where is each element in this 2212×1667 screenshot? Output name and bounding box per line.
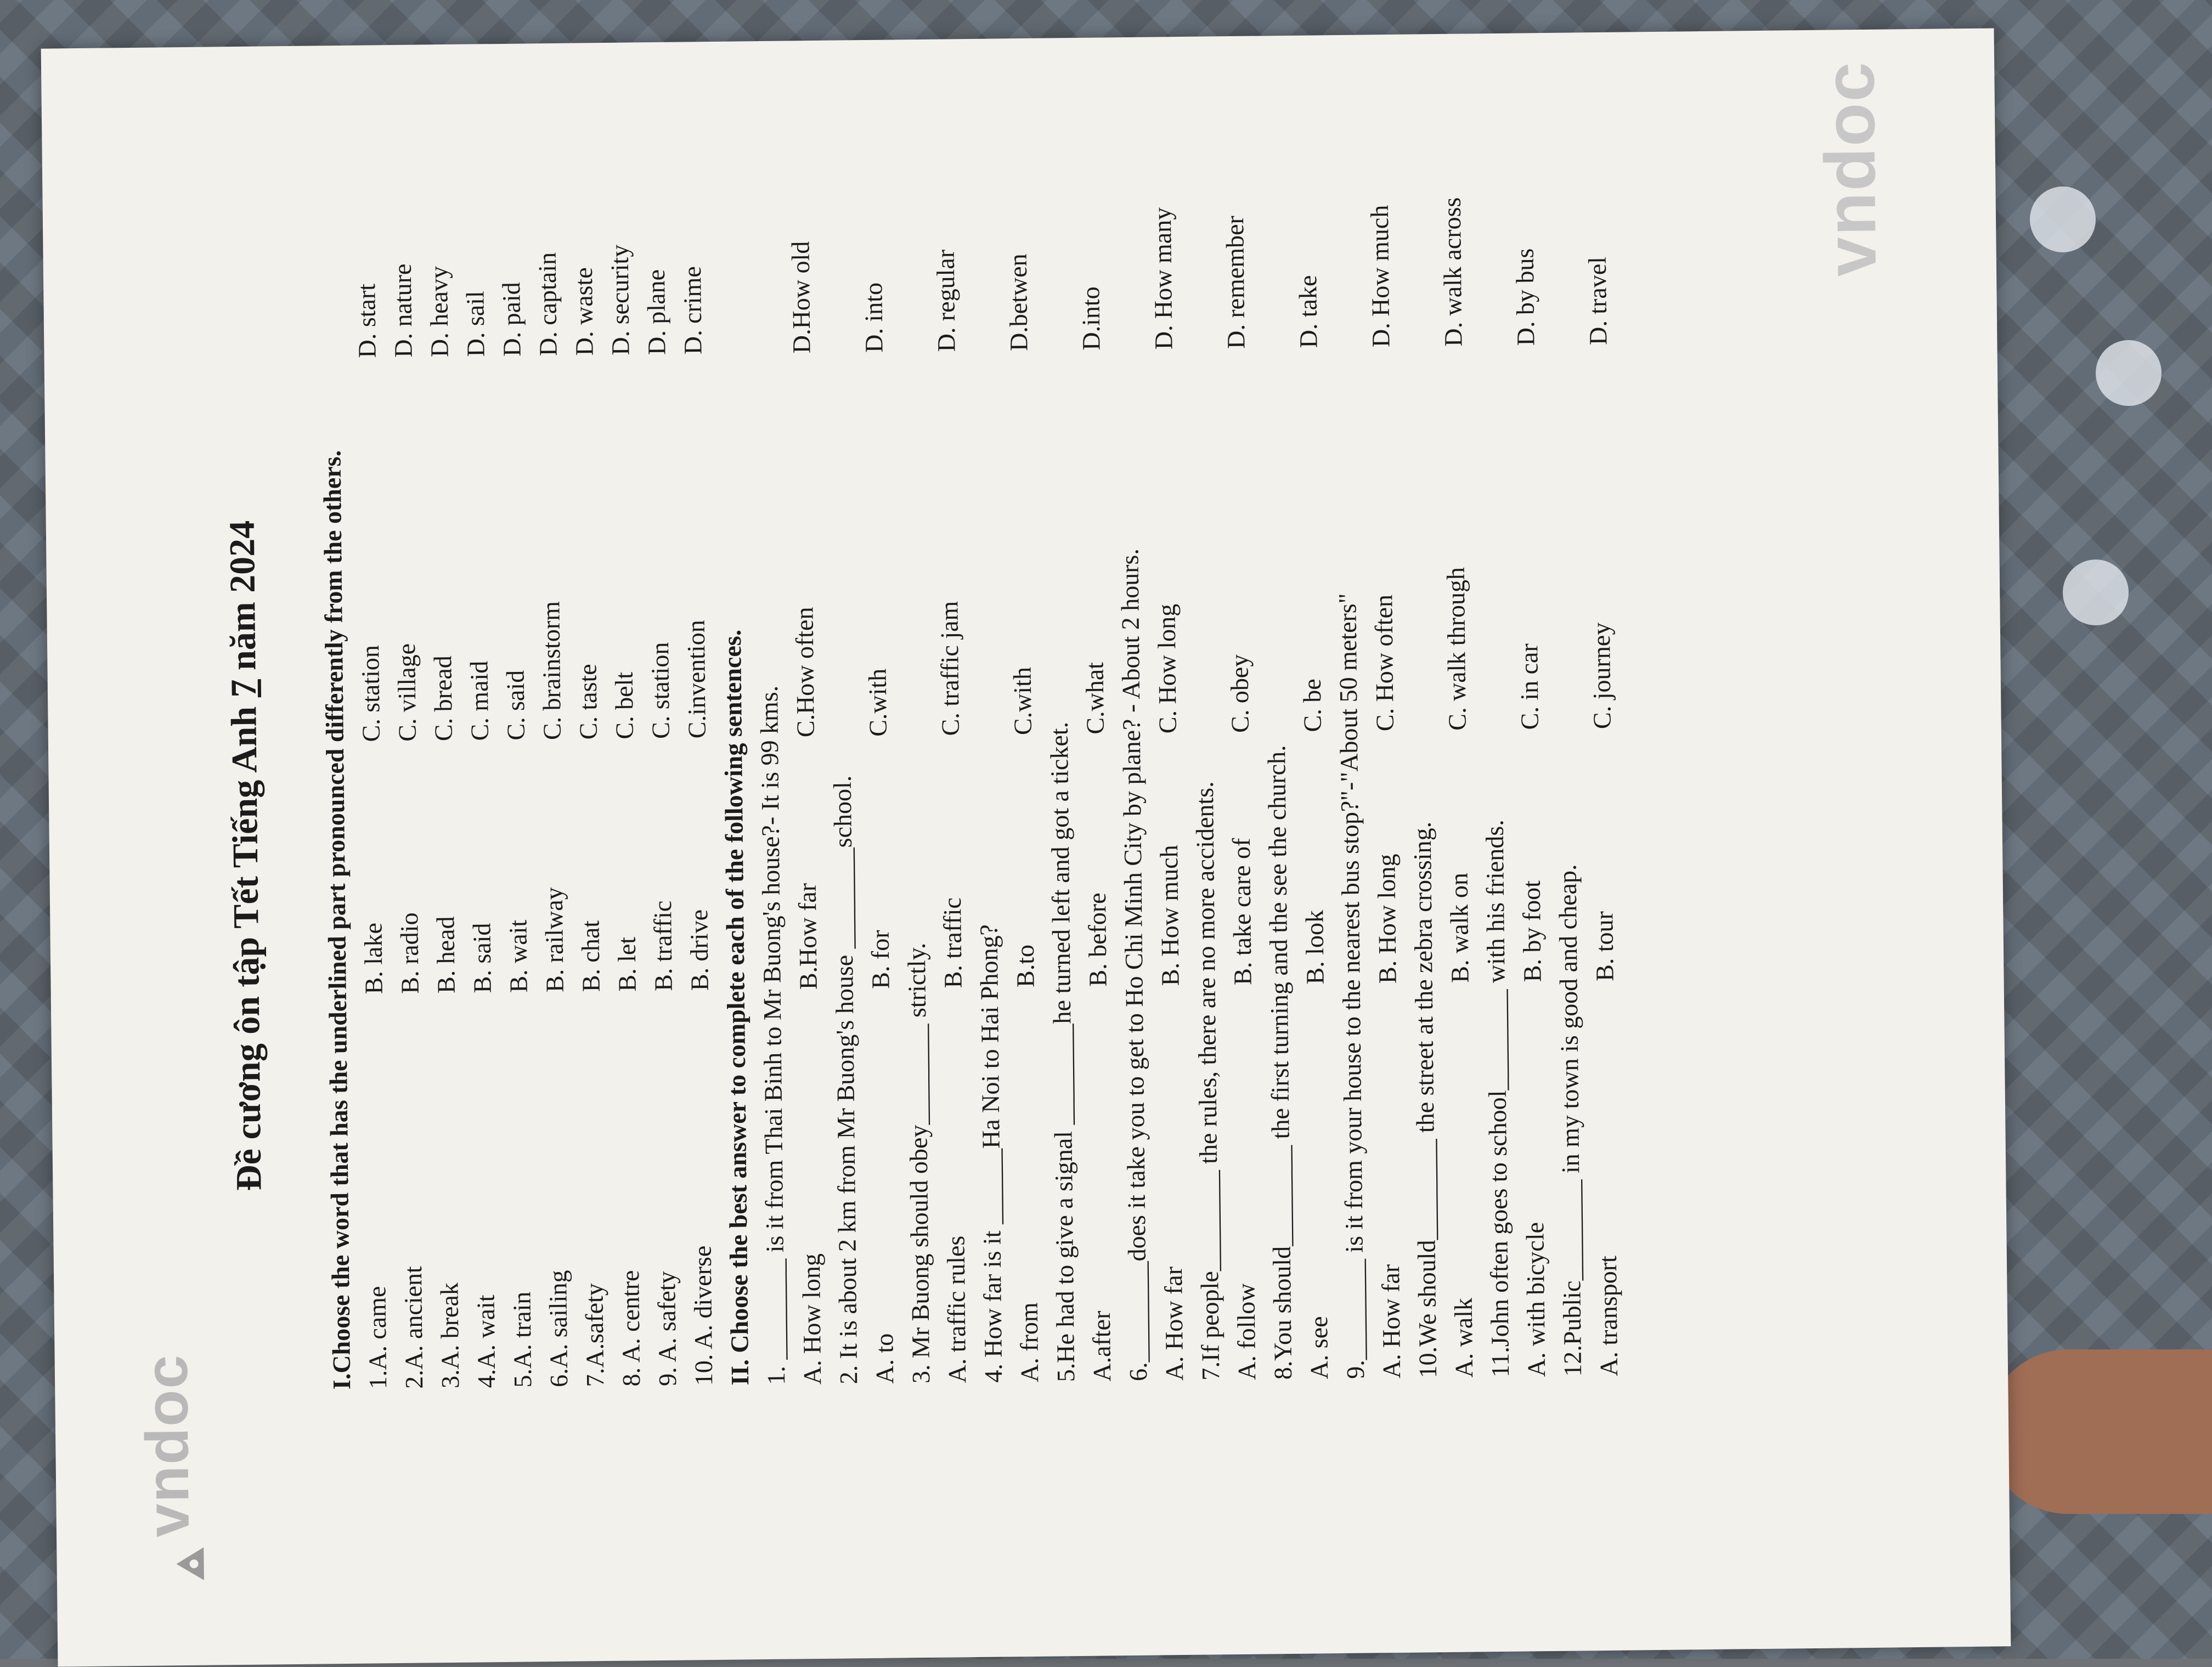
question-stem: 2. It is about 2 km from Mr Buong's house ________school. bbox=[828, 775, 863, 1385]
option-c: C.How often bbox=[790, 607, 820, 738]
option-c: C. in car bbox=[1515, 643, 1544, 730]
option-d: D. travel bbox=[1583, 256, 1612, 346]
option-d: D. into bbox=[859, 282, 888, 353]
option-b: B. chat bbox=[576, 920, 605, 992]
option-c: C. bread bbox=[428, 656, 458, 742]
question-stem: 3. Mr Buong should obey________ strictly. bbox=[902, 942, 935, 1384]
option-d: D. take bbox=[1294, 275, 1323, 348]
option-a: 9. A. safety bbox=[652, 1271, 682, 1387]
option-a: 3.A. break bbox=[435, 1282, 465, 1389]
option-a: A.after bbox=[1087, 1310, 1116, 1382]
logo-mark-icon bbox=[154, 1545, 193, 1584]
option-a: 5.A. train bbox=[507, 1291, 537, 1388]
option-a: A. How far bbox=[1159, 1266, 1189, 1381]
fabric-dot bbox=[2030, 187, 2096, 252]
option-c: C. walk through bbox=[1441, 567, 1471, 731]
option-c: C.what bbox=[1080, 662, 1109, 734]
option-c: C. village bbox=[392, 643, 421, 742]
option-c: C. How often bbox=[1369, 594, 1399, 732]
option-d: D. regular bbox=[931, 249, 961, 352]
option-b: B. wait bbox=[504, 919, 533, 993]
option-c: C. obey bbox=[1225, 654, 1254, 733]
question-stem: 9.________ is it from your house to the nearest bus stop?"-"About 50 meters" bbox=[1333, 593, 1370, 1380]
option-d: D. captain bbox=[533, 252, 562, 357]
option-b: B. tour bbox=[1590, 911, 1619, 982]
option-c: C. belt bbox=[610, 671, 639, 739]
option-b: B. walk on bbox=[1444, 872, 1474, 983]
option-b: B. railway bbox=[539, 887, 569, 993]
question-stem: 8.You should________ the first turning and the see the church. bbox=[1262, 745, 1297, 1380]
worksheet-content bbox=[41, 28, 2011, 1666]
option-a: 10. A. diverse bbox=[688, 1245, 718, 1386]
worksheet-paper bbox=[41, 28, 2011, 1666]
section2-heading: II. Choose the best answer to complete each of the following sentences. bbox=[718, 629, 754, 1386]
option-d: D. paid bbox=[497, 282, 526, 357]
option-c: C.with bbox=[1008, 666, 1037, 736]
section2-questions bbox=[744, 60, 1627, 1385]
option-a: 6.A. sailing bbox=[544, 1270, 573, 1388]
finger bbox=[1986, 1349, 2212, 1514]
option-a: A. see bbox=[1304, 1316, 1334, 1380]
option-d: D. remember bbox=[1220, 216, 1250, 349]
option-a: A. walk bbox=[1449, 1297, 1479, 1378]
option-a: A. with bicycle bbox=[1521, 1222, 1551, 1377]
option-c: C. brainstorm bbox=[537, 601, 566, 741]
option-b: B. traffic bbox=[938, 897, 967, 988]
option-a: 2.A. ancient bbox=[398, 1265, 428, 1389]
option-b: B. lake bbox=[359, 922, 388, 994]
question-stem: 11.John often goes to school________ with his friends. bbox=[1480, 820, 1515, 1378]
option-a: 7.A.safety bbox=[580, 1282, 610, 1387]
option-d: D. How many bbox=[1148, 207, 1178, 350]
option-a: 4.A. wait bbox=[471, 1295, 501, 1388]
option-c: C. station bbox=[646, 642, 675, 739]
question-stem: 12.Public________ in my town is good and cheap. bbox=[1553, 864, 1587, 1377]
option-a: 8. A. centre bbox=[616, 1270, 646, 1387]
question-stem: 7.If people________ the rules, there are no more accidents. bbox=[1190, 781, 1225, 1381]
option-b: B. let bbox=[612, 936, 641, 992]
question-stem: 6.________does it take you to get to Ho Chi Minh City by plane? - About 2 hours. bbox=[1115, 548, 1153, 1382]
option-b: B.to bbox=[1011, 944, 1040, 988]
question-stem: 1. ________ is it from Thai Binh to Mr Buong's house?- It is 99 kms. bbox=[754, 685, 791, 1386]
option-c: C. maid bbox=[465, 660, 494, 741]
option-d: D. sail bbox=[461, 291, 490, 357]
page-title: Đề cương ôn tập Tết Tiếng Anh 7 năm 2024 bbox=[222, 520, 269, 1191]
question-stem: 5.He had to give a signal ________he turned left and got a ticket. bbox=[1045, 721, 1080, 1382]
option-d: D.into bbox=[1076, 286, 1105, 351]
option-b: B. by foot bbox=[1517, 880, 1547, 982]
option-b: B. drive bbox=[685, 909, 714, 991]
grade-number: 7 bbox=[223, 679, 264, 698]
option-c: C. be bbox=[1297, 679, 1327, 732]
option-c: C. traffic jam bbox=[935, 601, 964, 736]
option-b: B. said bbox=[467, 923, 496, 993]
option-d: D. heavy bbox=[424, 265, 454, 358]
option-a: A. from bbox=[1014, 1302, 1044, 1383]
option-c: C. journey bbox=[1587, 622, 1616, 730]
option-d: D. nature bbox=[388, 263, 417, 358]
option-d: D.betwen bbox=[1003, 253, 1033, 352]
option-b: B. traffic bbox=[648, 900, 678, 992]
option-d: D. waste bbox=[569, 267, 599, 356]
option-a: A. follow bbox=[1232, 1283, 1261, 1381]
option-d: D. walk across bbox=[1437, 197, 1468, 347]
option-b: B. before bbox=[1082, 892, 1112, 987]
vndoc-watermark: vndoc bbox=[1809, 60, 1892, 277]
option-a: A. How long bbox=[797, 1253, 827, 1385]
option-d: D. security bbox=[605, 244, 635, 355]
option-d: D. by bus bbox=[1510, 248, 1540, 346]
option-b: B. How long bbox=[1372, 854, 1402, 984]
fabric-dot bbox=[2096, 340, 2162, 406]
option-c: C. How long bbox=[1152, 603, 1182, 734]
option-b: B. head bbox=[431, 916, 460, 994]
option-b: B. take care of bbox=[1227, 838, 1257, 986]
option-d: D.How old bbox=[786, 241, 816, 354]
option-d: D. How much bbox=[1365, 205, 1395, 348]
fabric-dot bbox=[2063, 560, 2129, 625]
option-b: B. radio bbox=[395, 912, 424, 994]
option-d: D. start bbox=[352, 283, 381, 358]
exercise-content bbox=[310, 60, 1627, 1390]
option-b: B. look bbox=[1300, 909, 1329, 985]
option-b: B.How far bbox=[793, 883, 822, 990]
section1-rows bbox=[346, 69, 722, 1389]
option-c: C. taste bbox=[573, 664, 602, 740]
option-c: C. said bbox=[501, 670, 530, 741]
question-stem: 10.We should________ the street at the zebra crossing. bbox=[1408, 821, 1442, 1378]
option-d: D. plane bbox=[641, 269, 671, 355]
section1-heading: I.Choose the word that has the underlined part pronounced differently from the others. bbox=[318, 450, 356, 1390]
option-b: B. How much bbox=[1154, 845, 1184, 986]
option-c: C.invention bbox=[681, 620, 711, 739]
option-a: 1.A. came bbox=[363, 1286, 392, 1389]
option-c: C.with bbox=[863, 668, 892, 737]
option-a: A. transport bbox=[1593, 1255, 1623, 1377]
logo-text: vndoc bbox=[132, 1353, 202, 1538]
option-a: A. to bbox=[870, 1333, 899, 1385]
option-a: A. How far bbox=[1376, 1264, 1406, 1379]
option-d: D. crime bbox=[678, 266, 707, 355]
option-b: B. for bbox=[866, 930, 895, 990]
question-stem: 4. How far is it ______Ha Noi to Hai Phong? bbox=[974, 924, 1008, 1383]
vndoc-logo bbox=[132, 1354, 204, 1584]
option-a: A. traffic rules bbox=[941, 1235, 972, 1383]
option-c: C. station bbox=[356, 645, 385, 742]
